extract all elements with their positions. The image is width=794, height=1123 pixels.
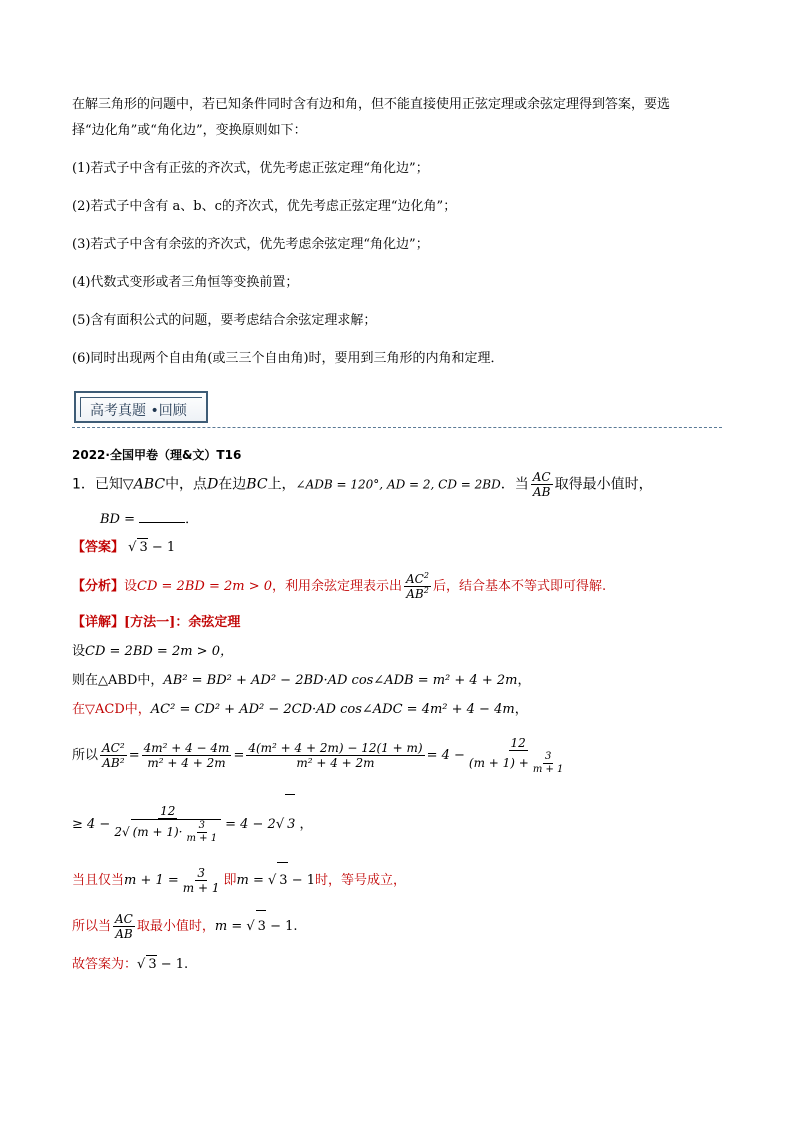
detail-f7-den: AB [115, 927, 133, 941]
detail-f5-den-frac-num: 3 [198, 820, 205, 831]
answer-blank [139, 510, 185, 523]
detail-line3-text: 在▽ACD中， [72, 702, 151, 717]
sqrt-symbol: √ [128, 540, 137, 555]
answer-rest: − 1 [147, 540, 176, 555]
answer-line [72, 538, 722, 557]
eq-sign-1: = [128, 748, 140, 763]
detail-frac-1 [100, 741, 127, 770]
analysis-tag: 【分析】 [72, 579, 125, 594]
detail-line5-start: ≥ 4 − [72, 817, 111, 832]
detail-line1-expr: CD = 2BD = 2m > 0， [85, 644, 233, 659]
stem-triangle: ▽ABC [122, 476, 166, 493]
detail-heading [72, 614, 722, 632]
detail-line-3 [72, 701, 722, 719]
stem-on: 在边 [218, 476, 247, 493]
detail-f2-den: m² + 4 + 2m [147, 756, 226, 770]
stem-frac-num: AC [532, 470, 551, 484]
detail-f6-num: 3 [197, 866, 205, 880]
detail-line5-end: = 4 − 2 [225, 817, 276, 832]
rule-4: (4)代数式变形或者三角恒等变换前置； [72, 275, 299, 290]
detail-f4-den [467, 751, 570, 776]
detail-f4-num: 12 [510, 735, 526, 750]
sqrt-symbol-6: √ [268, 873, 277, 888]
detail-line-7 [72, 910, 722, 943]
analysis-frac-den-text: AB [406, 587, 424, 601]
detail-line8-rest: − 1. [156, 957, 189, 972]
detail-f4-den-a: (m + 1) + [468, 755, 529, 770]
blank-label: BD = [100, 512, 136, 527]
problem-stem [72, 470, 722, 499]
detail-f4-den-b-num: 3 [544, 750, 552, 762]
analysis-frac-num-text: AC [406, 572, 424, 586]
detail-eq4: = 4 − [426, 748, 465, 763]
detail-line-8 [72, 955, 722, 974]
detail-line2-expr: AB² = BD² + AD² − 2BD·AD cos∠ADB = m² + 4 + 2m [163, 673, 518, 688]
detail-line6-mid: 即 [223, 873, 237, 888]
detail-line4-text: 所以 [72, 748, 99, 763]
sqrt-symbol-5b: √ [275, 817, 285, 832]
detail-f5-den-sqrt [131, 819, 221, 845]
detail-frac-6 [181, 866, 222, 895]
rule-3: (3)若式子中含有余弦的齐次式，优先考虑余弦定理“角化边”； [72, 237, 429, 252]
detail-f5-den-frac-den: m + 1 [186, 833, 218, 844]
section-divider [72, 427, 722, 428]
problem-source: 2022·全国甲卷（理&文）T16 [72, 448, 242, 462]
analysis-frac-num: $AC^2$ [406, 571, 429, 586]
stem-when: ．当 [500, 476, 529, 493]
detail-frac-2 [142, 741, 232, 770]
analysis-expr-1: CD = 2BD = 2m > 0 [137, 579, 272, 594]
blank-end: ． [185, 512, 199, 527]
sqrt-symbol-5: √ [121, 825, 130, 839]
detail-line8-sqrt: 3 [148, 957, 157, 972]
analysis-text-3: 后，结合基本不等式即可得解. [432, 579, 607, 594]
detail-line2-text: 则在△ABD中， [72, 673, 164, 688]
rule-6: (6)同时出现两个自由角(或三三个自由角)时，要用到三角形的内角和定理． [72, 351, 504, 366]
detail-frac-3 [246, 741, 424, 770]
stem-prefix: 1．已知 [72, 476, 123, 493]
section-header-box [74, 391, 208, 423]
sqrt-symbol-8: √ [137, 957, 146, 972]
answer-sqrt: 3 [139, 540, 148, 555]
detail-f5-den-frac [185, 820, 220, 845]
detail-f5-den-pre: 2 [114, 825, 122, 839]
detail-line-5 [72, 794, 722, 855]
stem-fraction [531, 470, 553, 499]
detail-f3-den: m² + 4 + 2m [296, 756, 375, 770]
sqrt-symbol-7: √ [246, 919, 255, 934]
detail-frac-5 [112, 804, 223, 845]
detail-line3-end: ， [514, 702, 528, 717]
detail-line7-expr: m = [214, 919, 247, 934]
detail-line7-mid: 取最小值时， [136, 919, 215, 934]
detail-line-1 [72, 643, 722, 661]
detail-line-2 [72, 672, 722, 690]
rule-5: (5)含有面积公式的问题，要考虑结合余弦定理求解； [72, 313, 377, 328]
detail-f2-num: 4m² + 4 − 4m [143, 741, 230, 755]
detail-f4-den-frac [531, 751, 566, 776]
detail-line-4 [72, 728, 722, 784]
detail-frac-4 [467, 736, 570, 776]
stem-point: D [207, 476, 219, 493]
detail-line8-text: 故答案为： [72, 957, 138, 972]
rule-1: (1)若式子中含有正弦的齐次式，优先考虑正弦定理“角化边”； [72, 161, 429, 176]
detail-f3-num: 4(m² + 4 + 2m) − 12(1 + m) [248, 741, 423, 755]
detail-f6-den: m + 1 [182, 881, 220, 895]
rule-2: (2)若式子中含有 a、b、c的齐次式，优先考虑正弦定理“边化角”； [72, 199, 457, 214]
analysis-text-1: 设 [124, 579, 138, 594]
detail-line-6 [72, 862, 722, 899]
analysis-fraction [404, 572, 431, 601]
intro-line-2: 择“边化角”或“角化边”，变换原则如下： [72, 123, 307, 138]
detail-f5-den-sqrt-text: (m + 1)· [132, 825, 183, 839]
detail-line5-comma: ， [295, 817, 313, 832]
detail-f1-den: AB² [102, 756, 125, 770]
detail-f4-den-b-den: m + 1 [532, 763, 564, 775]
detail-line6-rest: − 1 [287, 873, 316, 888]
intro-line-1: 在解三角形的问题中，若已知条件同时含有边和角，但不能直接使用正弦定理或余弦定理得到答案，要选 [72, 97, 671, 112]
analysis-line [72, 572, 722, 602]
detail-line5-sqrt: 3 [285, 794, 295, 855]
problem-blank-line [100, 510, 722, 529]
answer-tag: 【答案】 [72, 540, 125, 555]
detail-line6-end: 时，等号成立， [315, 873, 407, 888]
detail-line6-expr: m + 1 = [124, 873, 179, 888]
detail-tag: 【详解】 [72, 615, 125, 630]
stem-mid: 中，点 [165, 476, 208, 493]
detail-method: [方法一]：余弦定理 [124, 615, 241, 630]
detail-f7-num: AC [115, 912, 133, 926]
detail-line2-end: ， [517, 673, 531, 688]
detail-f5-den [112, 819, 223, 845]
section-title: 高考真题 •回顾 [90, 403, 187, 419]
detail-line3-expr: AC² = CD² + AD² − 2CD·AD cos∠ADC = 4m² + 4 − 4m [150, 702, 515, 717]
detail-line6-sqrt: 3 [277, 862, 287, 899]
detail-line1-text: 设 [72, 644, 86, 659]
detail-line7-text: 所以当 [72, 919, 112, 934]
detail-line6-expr2: m = [236, 873, 268, 888]
detail-line7-rest: − 1. [265, 919, 298, 934]
detail-line6-text: 当且仅当 [72, 873, 125, 888]
analysis-frac-den: $AB^2$ [406, 586, 429, 601]
detail-frac-7 [113, 912, 135, 941]
detail-line7-sqrt: 3 [256, 910, 266, 943]
stem-side: BC [246, 476, 268, 493]
analysis-text-2: ，利用余弦定理表示出 [272, 579, 403, 594]
detail-f5-num: 12 [160, 804, 176, 818]
stem-conditions: ∠ADB = 120°, AD = 2, CD = 2BD [295, 477, 501, 492]
eq-sign-2: = [233, 748, 245, 763]
detail-f1-num: AC² [102, 741, 125, 755]
stem-on2: 上， [267, 476, 296, 493]
stem-end: 取得最小值时， [554, 476, 653, 493]
stem-frac-den: AB [532, 485, 551, 499]
